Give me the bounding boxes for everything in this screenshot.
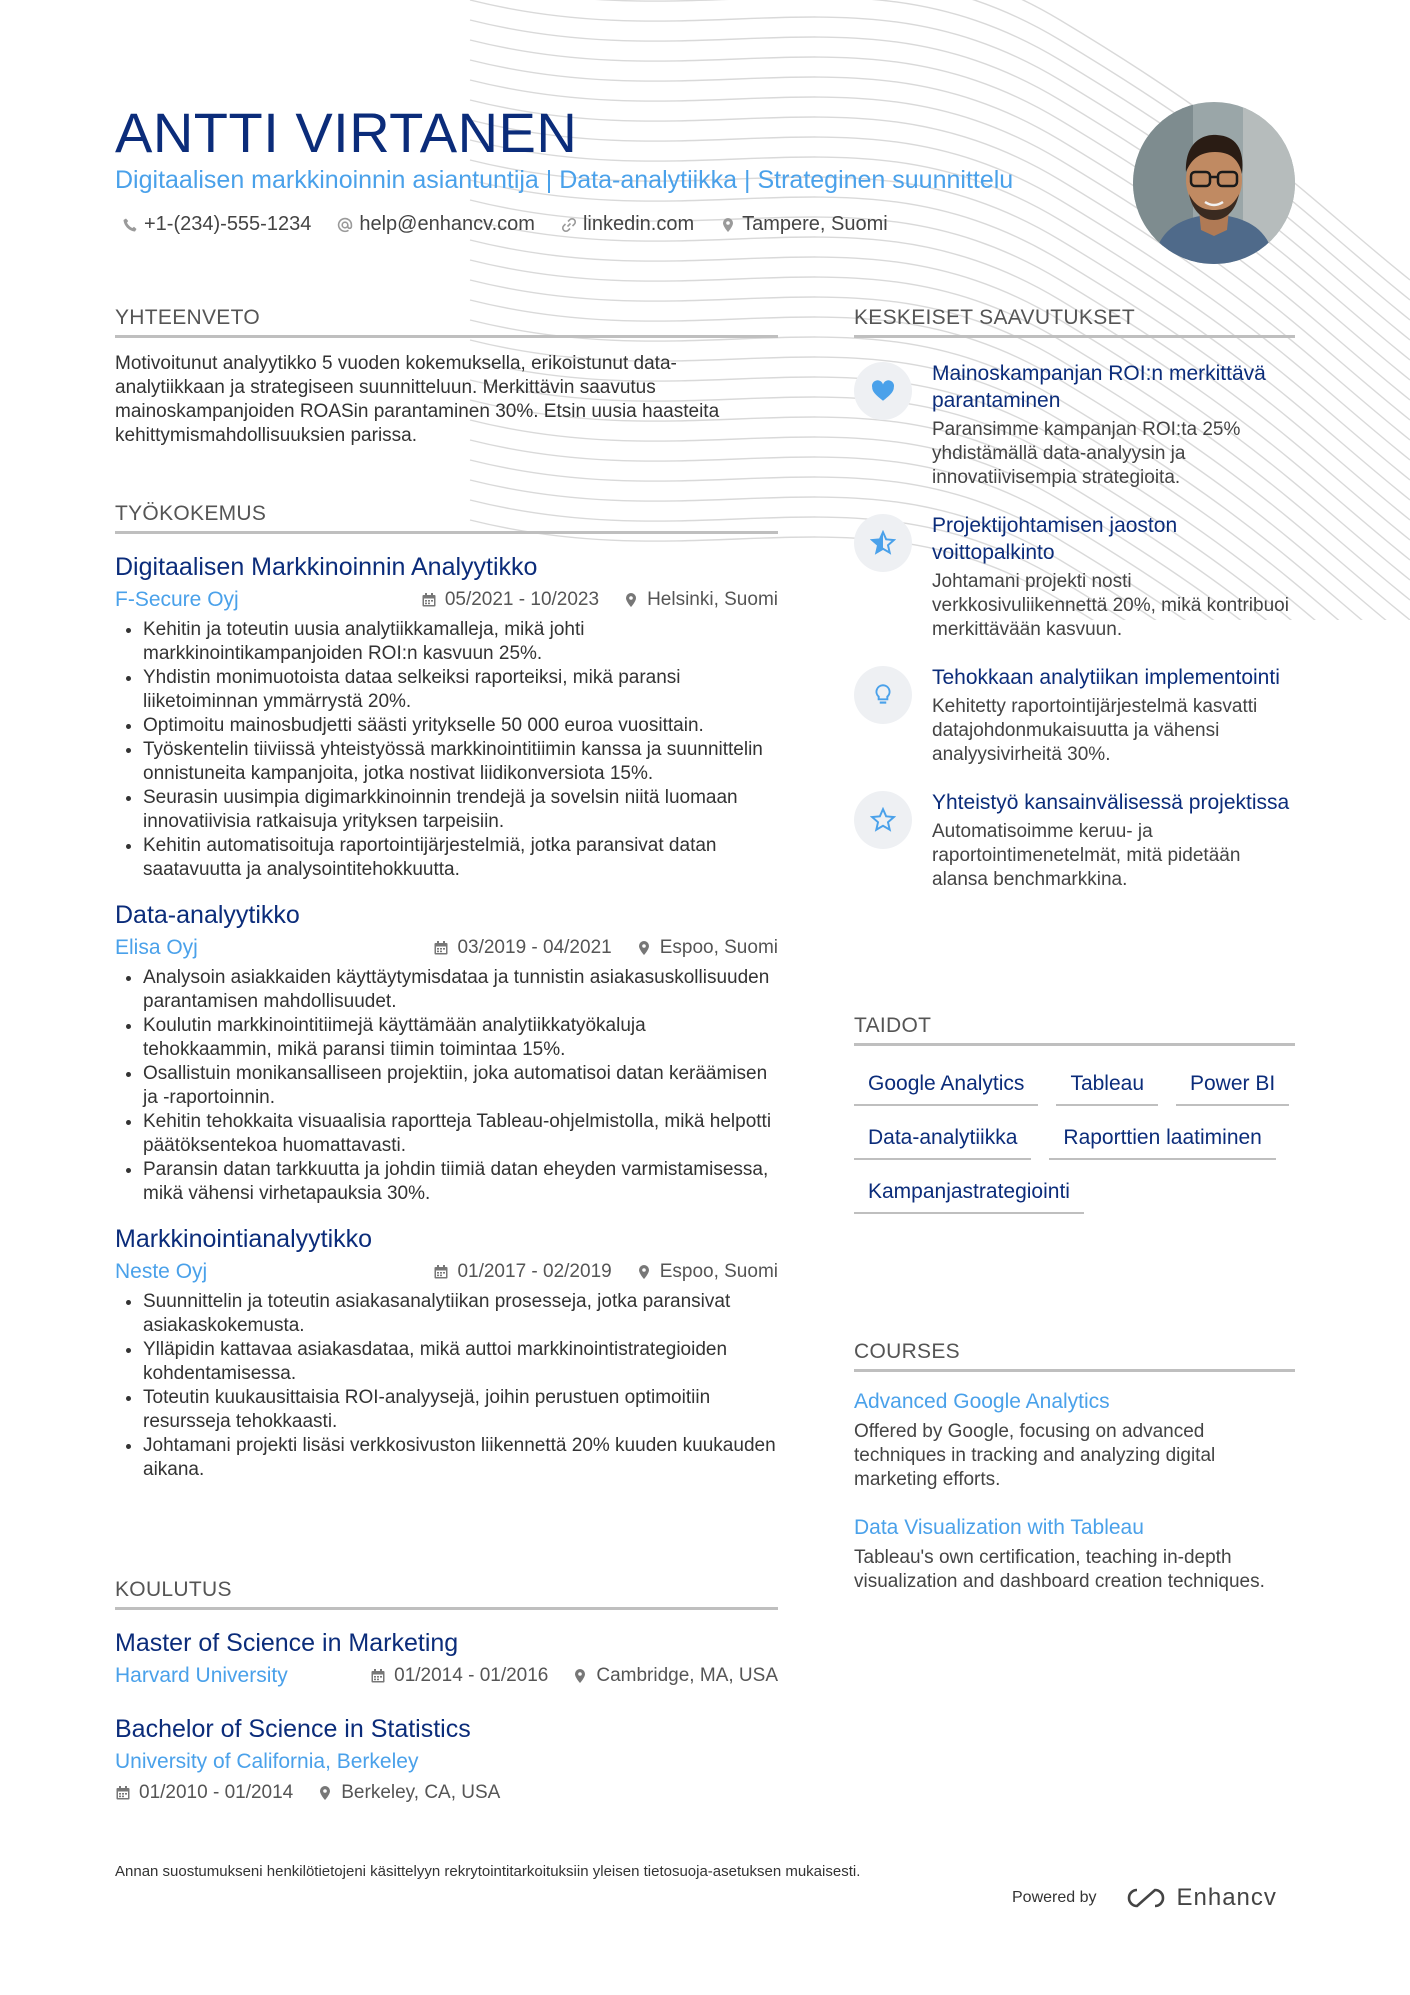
course-title: Data Visualization with Tableau (854, 1516, 1144, 1539)
gdpr-consent-note: Annan suostumukseni henkilötietojeni käsittelyyn rekrytointitarkoituksiin yleisen tietosuoja-asetuksen mukaisesti. (115, 1863, 861, 1880)
achievements-heading: KESKEISET SAAVUTUKSET (854, 306, 1295, 338)
at-icon (337, 217, 353, 233)
lightbulb-icon (870, 682, 896, 708)
summary-section (115, 306, 778, 448)
achievement-title: Mainoskampanjan ROI:n merkittävä parantaminen (932, 362, 1266, 412)
experience-heading: TYÖKOKEMUS (115, 502, 778, 534)
course-description: Tableau's own certification, teaching in-depth visualization and dashboard creation techniques. (854, 1547, 1265, 1592)
enhancv-logo-icon (1123, 1885, 1169, 1911)
profile-photo (1133, 102, 1295, 264)
education-entry (115, 1628, 778, 1688)
experience-section (115, 502, 778, 1482)
contact-email-text: help@enhancv.com (359, 213, 535, 235)
bullet-item: • Ylläpidin kattavaa asiakasdataa, mikä auttoi markkinointistrategioiden kohdentamisessa. (143, 1338, 778, 1386)
school-name: University of California, Berkeley (115, 1750, 419, 1773)
job-entry (115, 552, 778, 882)
degree-title: Master of Science in Marketing (115, 1629, 459, 1657)
company-name: Neste Oyj (115, 1260, 208, 1283)
contact-linkedin-text: linkedin.com (582, 213, 695, 235)
star-half-icon (870, 530, 896, 556)
bullet-item: • Kehitin ja toteutin uusia analytiikkamalleja, mikä johti markkinointikampanjoiden ROI:n kasvuun 25%. (143, 618, 778, 666)
headline: Digitaalisen markkinoinnin asiantuntija | Data-analytiikka | Strateginen suunnittelu (115, 166, 1014, 194)
course-description: Offered by Google, focusing on advanced techniques in tracking and analyzing digital marketing efforts. (854, 1421, 1216, 1490)
bullet-item: • Koulutin markkinointitiimejä käyttämään analytiikkatyökaluja tehokkaammin, mikä paransi tiimin toimintaa 15%. (143, 1014, 778, 1062)
bullet-item: • Optimoitu mainosbudjetti säästi yritykselle 50 000 euroa vuosittain. (143, 714, 778, 738)
job-title: Markkinointianalyytikko (115, 1225, 373, 1253)
calendar-icon (433, 940, 449, 956)
bullet-item: • Paransin datan tarkkuutta ja johdin tiimiä datan eheyden varmistamisessa, mikä vähensi virhetapauksia 30%. (143, 1158, 778, 1206)
skills-heading: TAIDOT (854, 1014, 1295, 1046)
achievements-section (854, 306, 1295, 892)
achievement-description: Paransimme kampanjan ROI:ta 25% yhdistämällä data-analyysin ja innovatiivisempia strategioita. (932, 419, 1241, 488)
contact-email[interactable] (337, 213, 535, 236)
job-dates: 01/2017 - 02/2019 (457, 1261, 612, 1282)
calendar-icon (115, 1785, 131, 1801)
bullet-item: • Osallistuin monikansalliseen projektiin, joka automatisoi datan keräämisen ja -raportoinnin. (143, 1062, 778, 1110)
powered-by[interactable] (1012, 1884, 1277, 1912)
bullet-item: • Kehitin automatisoituja raportointijärjestelmiä, jotka paransivat datan saatavuutta ja analysointitehokkuutta. (143, 834, 778, 882)
education-heading: KOULUTUS (115, 1578, 778, 1610)
brand-name: Enhancv (1176, 1884, 1277, 1911)
achievement-description: Johtamani projekti nosti verkkosivuliikennettä 20%, mikä kontribuoi merkittävään kasvuun. (932, 571, 1289, 640)
contact-phone[interactable] (122, 213, 311, 236)
job-dates: 05/2021 - 10/2023 (444, 589, 600, 610)
location-icon (720, 217, 736, 233)
course-item (854, 1516, 1295, 1594)
job-bullets (115, 966, 778, 1206)
education-section (115, 1578, 778, 1804)
degree-title: Bachelor of Science in Statistics (115, 1715, 471, 1743)
location-icon (317, 1785, 333, 1801)
company-name: F-Secure Oyj (115, 588, 239, 611)
job-location: Espoo, Suomi (659, 1261, 778, 1282)
star-icon (870, 807, 896, 833)
portrait-illustration (1133, 102, 1295, 264)
job-entry (115, 1224, 778, 1482)
location-icon (572, 1668, 588, 1684)
bullet-item: • Suunnittelin ja toteutin asiakasanalytiikan prosesseja, jotka paransivat asiakaskokemusta. (143, 1290, 778, 1338)
contact-location-text: Tampere, Suomi (742, 213, 888, 235)
skill-tag: Google Analytics (854, 1066, 1038, 1106)
bullet-item: • Työskentelin tiiviissä yhteistyössä markkinointitiimin kanssa ja suunnittelin onnistuneita kampanjoita, jotka nostivat liidikonversiota 15%. (143, 738, 778, 786)
school-name: Harvard University (115, 1664, 288, 1687)
education-entry (115, 1714, 778, 1804)
calendar-icon (421, 592, 437, 608)
job-entry (115, 900, 778, 1206)
job-location: Helsinki, Suomi (647, 589, 778, 610)
achievement-title: Yhteistyö kansainvälisessä projektissa (932, 791, 1290, 814)
calendar-icon (433, 1264, 449, 1280)
courses-heading: COURSES (854, 1340, 1295, 1372)
bullet-item: • Johtamani projekti lisäsi verkkosivuston liikennettä 20% kuuden kuukauden aikana. (143, 1434, 778, 1482)
link-icon (561, 217, 577, 233)
education-location: Berkeley, CA, USA (341, 1782, 501, 1803)
contact-row (122, 213, 888, 236)
calendar-icon (370, 1668, 386, 1684)
contact-phone-text: +1-(234)-555-1234 (144, 213, 312, 235)
job-dates: 03/2019 - 04/2021 (457, 937, 612, 958)
bullet-item: • Analysoin asiakkaiden käyttäytymisdataa ja tunnistin asiakasuskollisuuden parantamisen mahdollisuudet. (143, 966, 778, 1014)
courses-section (854, 1340, 1295, 1594)
bullet-item: • Kehitin tehokkaita visuaalisia raportteja Tableau-ohjelmistolla, mikä helpotti päätöksentekoa huomattavasti. (143, 1110, 778, 1158)
skill-tag: Data-analytiikka (854, 1120, 1031, 1160)
company-name: Elisa Oyj (115, 936, 198, 959)
summary-heading: YHTEENVETO (115, 306, 778, 338)
skill-tag: Raporttien laatiminen (1049, 1120, 1275, 1160)
job-bullets (115, 618, 778, 882)
location-icon (636, 1264, 652, 1280)
candidate-name: ANTTI VIRTANEN (115, 101, 578, 164)
contact-linkedin[interactable] (561, 213, 694, 236)
bullet-item: • Yhdistin monimuotoista dataa selkeiksi raporteiksi, mikä paransi liiketoiminnan ymmärrystä 20%. (143, 666, 778, 714)
skill-tag: Kampanjastrategiointi (854, 1174, 1084, 1214)
achievement-item (854, 789, 1295, 892)
achievement-title: Tehokkaan analytiikan implementointi (932, 666, 1280, 689)
education-dates: 01/2014 - 01/2016 (394, 1665, 549, 1686)
job-title: Data-analyytikko (115, 901, 300, 929)
achievement-item (854, 512, 1295, 642)
contact-location (720, 213, 888, 236)
phone-icon (122, 217, 138, 233)
course-item (854, 1390, 1295, 1492)
location-icon (636, 940, 652, 956)
job-location: Espoo, Suomi (659, 937, 778, 958)
skills-section (854, 1014, 1295, 1214)
location-icon (623, 592, 639, 608)
education-location: Cambridge, MA, USA (596, 1665, 778, 1686)
skill-tag: Power BI (1176, 1066, 1289, 1106)
skill-tag: Tableau (1056, 1066, 1158, 1106)
achievement-item (854, 360, 1295, 490)
bullet-item: • Toteutin kuukausittaisia ROI-analyysejä, joihin perustuen optimoitiin resursseja tehokkaasti. (143, 1386, 778, 1434)
education-dates: 01/2010 - 01/2014 (139, 1782, 294, 1803)
powered-by-label: Powered by (1012, 1889, 1097, 1906)
achievement-description: Kehitetty raportointijärjestelmä kasvatti datajohdonmukaisuutta ja vähensi analyysivirheitä 30%. (932, 696, 1258, 765)
achievement-description: Automatisoimme keruu- ja raportointimenetelmät, mitä pidetään alansa benchmarkkina. (932, 821, 1241, 890)
job-title: Digitaalisen Markkinoinnin Analyytikko (115, 553, 538, 581)
achievement-item (854, 664, 1295, 767)
skills-list (854, 1066, 1294, 1214)
job-bullets (115, 1290, 778, 1482)
summary-text: Motivoitunut analyytikko 5 vuoden kokemuksella, erikoistunut data-analytiikkaan ja strategiseen suunnitteluun. Merkittävin saavutus mainoskampanjoiden ROASin parantaminen 30%. Etsin uusia haasteita kehittymismahdollisuuksien parissa. (115, 353, 720, 446)
bullet-item: • Seurasin uusimpia digimarkkinoinnin trendejä ja sovelsin niitä luomaan innovatiivisia ratkaisuja yrityksen tarpeisiin. (143, 786, 778, 834)
achievement-title: Projektijohtamisen jaoston voittopalkinto (932, 514, 1178, 564)
course-title: Advanced Google Analytics (854, 1390, 1110, 1413)
heart-icon (870, 378, 896, 404)
